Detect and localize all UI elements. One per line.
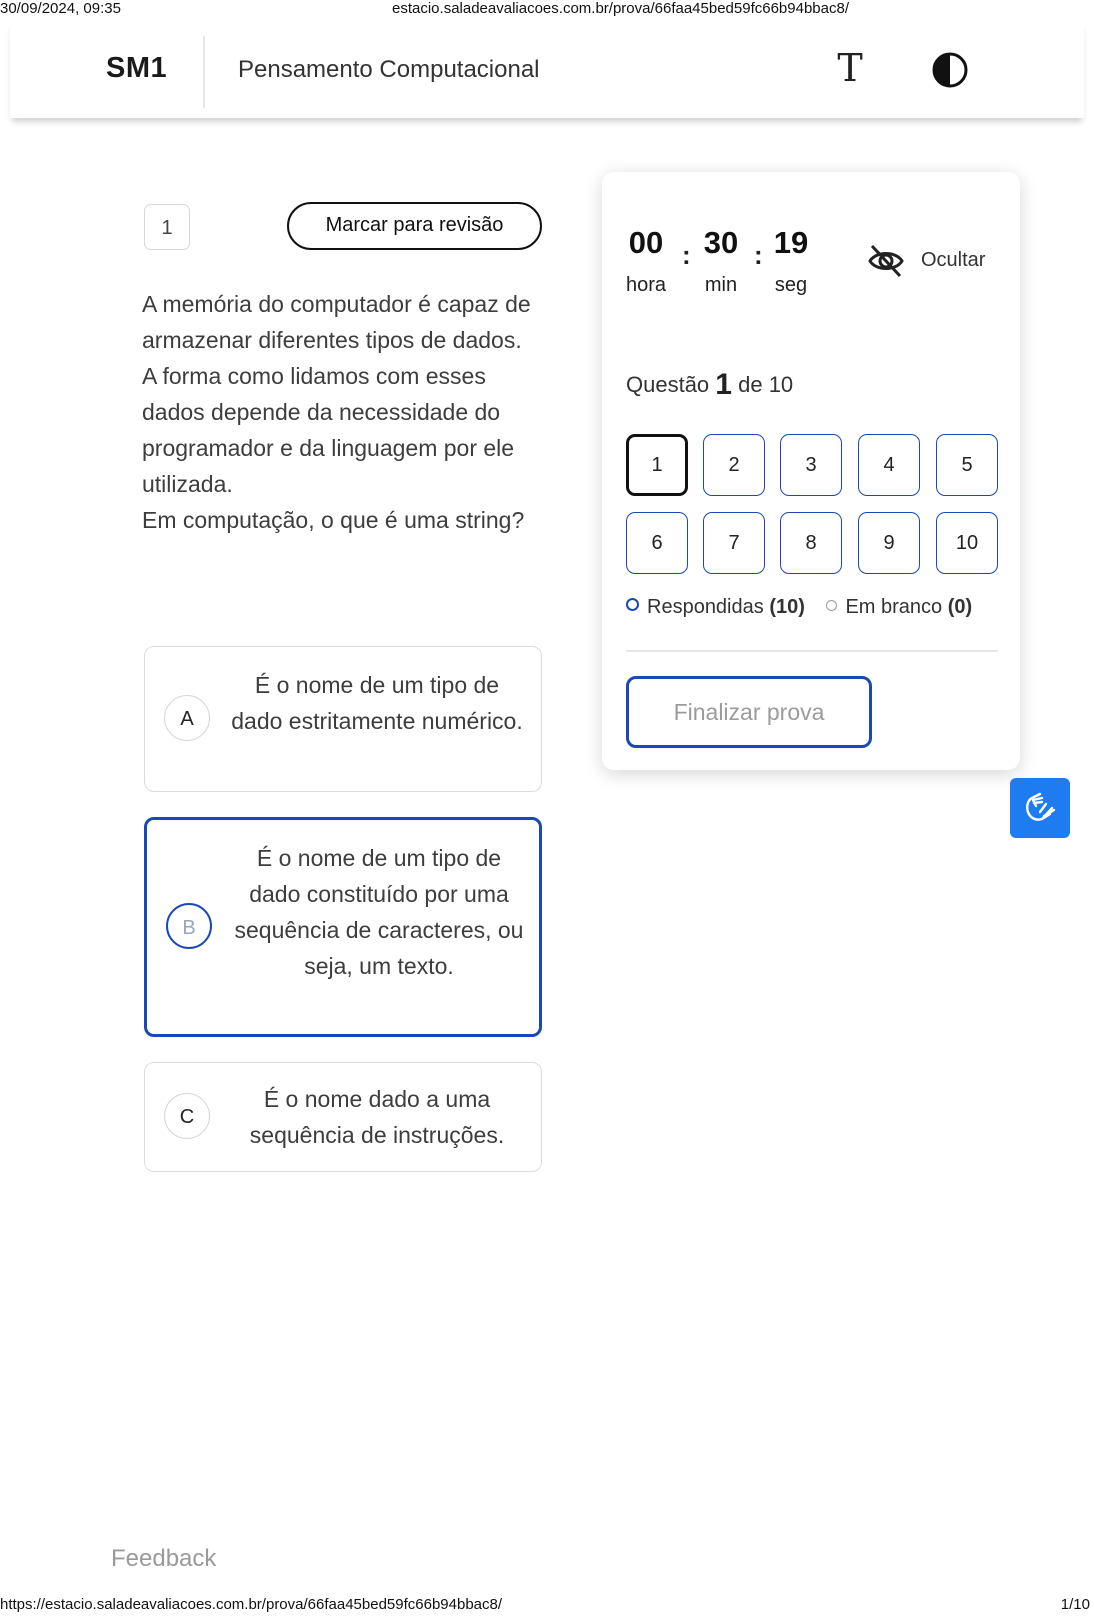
panel-divider: [626, 650, 998, 652]
header-divider: [203, 36, 205, 108]
option-a[interactable]: [144, 646, 542, 792]
question-prompt: Em computação, o que é uma string?: [142, 507, 525, 533]
option-letter: A: [164, 695, 210, 741]
mark-review-button[interactable]: Marcar para revisão: [287, 202, 542, 250]
print-page-number: 1/10: [1060, 1596, 1090, 1613]
feedback-link[interactable]: Feedback: [111, 1545, 217, 1572]
nav-question-7[interactable]: 7: [703, 512, 765, 574]
course-title: Pensamento Computacional: [238, 56, 540, 83]
blank-count: (0): [947, 596, 973, 618]
print-url: estacio.saladeavaliacoes.com.br/prova/66faa45bed59fc66b94bbac8/: [392, 0, 849, 17]
nav-question-4[interactable]: 4: [858, 434, 920, 496]
counter-current: 1: [715, 368, 732, 401]
option-c[interactable]: [144, 1062, 542, 1172]
libras-accessibility-button[interactable]: [1010, 778, 1070, 838]
hide-timer-button[interactable]: [867, 242, 1002, 282]
timer-hours-value: 00: [628, 225, 664, 260]
contrast-icon[interactable]: [932, 52, 968, 88]
answered-label: Respondidas: [647, 596, 764, 618]
nav-question-8[interactable]: 8: [780, 512, 842, 574]
nav-question-9[interactable]: 9: [858, 512, 920, 574]
option-b[interactable]: [144, 817, 542, 1037]
exam-panel: [602, 172, 1020, 770]
logo: SM1: [106, 52, 168, 84]
print-footer: [0, 1596, 1094, 1616]
question-statement: A memória do computador é capaz de armazenar diferentes tipos de dados. A forma como lidamos com esses dados depende da necessidade do programador e da linguagem por ele utilizada.: [142, 291, 531, 497]
question-number: 1: [144, 204, 190, 250]
timer-seconds-label: seg: [774, 274, 808, 296]
nav-question-5[interactable]: 5: [936, 434, 998, 496]
blank-label: Em branco: [845, 596, 943, 618]
answer-legend: [626, 596, 972, 619]
answered-count: (10): [769, 596, 805, 618]
option-letter: C: [164, 1093, 210, 1139]
option-text: É o nome de um tipo de dado estritamente numérico.: [231, 672, 523, 734]
sign-language-hands-icon: [1020, 788, 1060, 828]
nav-question-1[interactable]: 1: [626, 434, 688, 496]
print-date: 30/09/2024, 09:35: [0, 0, 121, 17]
option-text: É o nome dado a uma sequência de instruções.: [249, 1086, 505, 1148]
answered-dot-icon: [626, 598, 639, 611]
hide-timer-label: Ocultar: [921, 249, 986, 271]
timer-hours-label: hora: [625, 274, 667, 296]
counter-suffix: de 10: [738, 372, 794, 397]
timer-minutes-value: 30: [703, 225, 739, 260]
timer-seconds-value: 19: [773, 225, 809, 260]
print-footer-url: https://estacio.saladeavaliacoes.com.br/prova/66faa45bed59fc66b94bbac8/: [0, 1596, 503, 1613]
nav-question-10[interactable]: 10: [936, 512, 998, 574]
nav-question-3[interactable]: 3: [780, 434, 842, 496]
print-header: [0, 0, 1094, 20]
question-text: [142, 286, 532, 538]
option-text: É o nome de um tipo de dado constituído por uma sequência de caracteres, ou seja, um texto.: [234, 845, 524, 979]
counter-prefix: Questão: [626, 372, 710, 397]
timer-separator: :: [754, 240, 763, 270]
timer-minutes-label: min: [704, 274, 738, 296]
timer-minutes: [686, 224, 756, 298]
option-letter: B: [166, 903, 212, 949]
finish-exam-button[interactable]: Finalizar prova: [626, 676, 872, 748]
timer-hours: [611, 224, 681, 298]
nav-question-2[interactable]: 2: [703, 434, 765, 496]
nav-question-6[interactable]: 6: [626, 512, 688, 574]
eye-off-icon: [867, 242, 905, 280]
font-size-icon[interactable]: T: [837, 46, 863, 90]
top-bar: [10, 22, 1084, 118]
timer-separator: :: [682, 240, 691, 270]
question-counter: [626, 368, 793, 402]
blank-dot-icon: [826, 600, 837, 611]
timer-seconds: [756, 224, 826, 298]
